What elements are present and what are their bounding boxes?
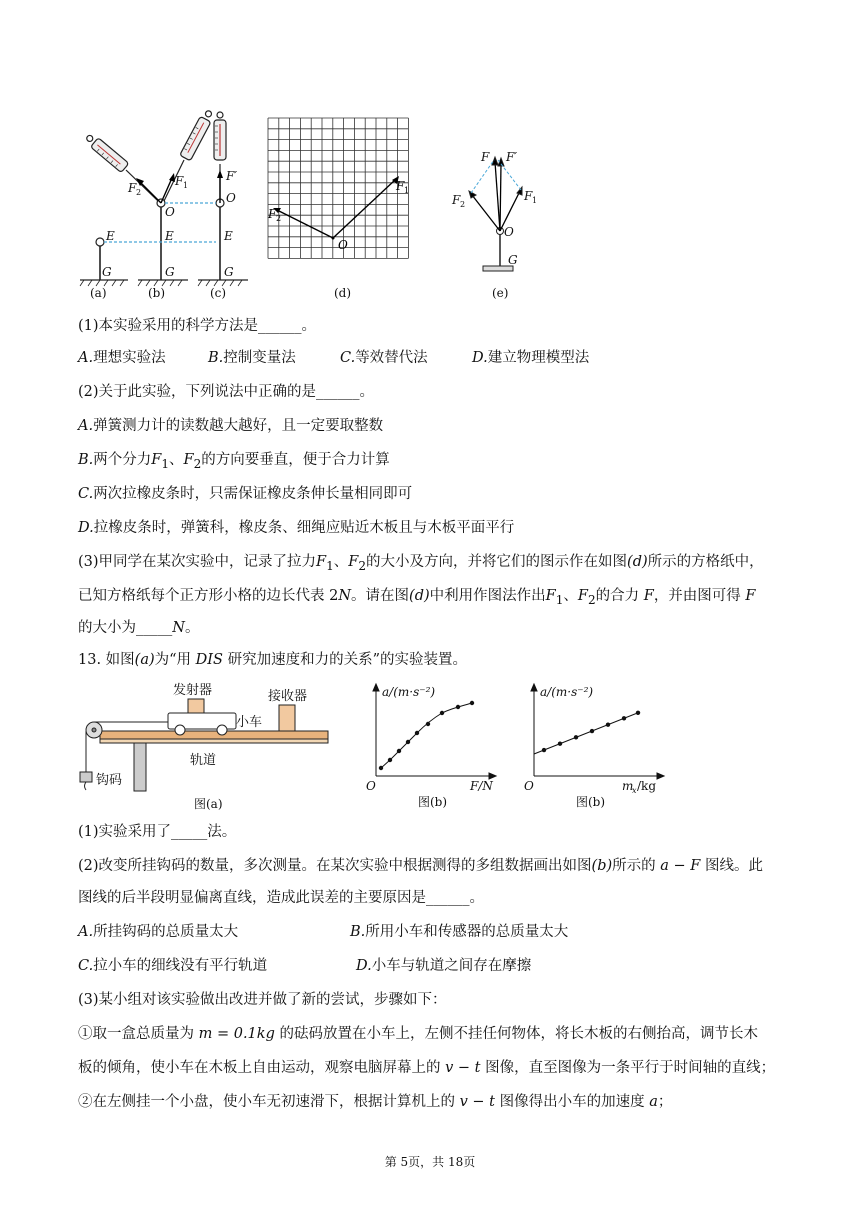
- data-point: [456, 705, 460, 709]
- label-f1-b: F: [175, 174, 184, 188]
- caption-b: (b): [148, 286, 166, 300]
- q12-part2-option-c: C.两次拉橡皮条时，只需保证橡皮条伸长量相同即可: [78, 486, 413, 502]
- label-g-c: G: [224, 265, 234, 279]
- data-point: [574, 735, 578, 739]
- data-point: [379, 766, 383, 770]
- ylabel-c: a/(m·s⁻²): [540, 685, 594, 699]
- option-d: D.建立物理模型法: [472, 350, 590, 366]
- label-o-c: O: [226, 191, 236, 205]
- label-e-b: E: [165, 229, 174, 243]
- q13-part2-line2: 图线的后半段明显偏离直线，造成此误差的主要原因是______。: [78, 890, 484, 906]
- label-f-e: F: [481, 150, 490, 164]
- q13-part3: (3)某小组对该实验做出改进并做了新的尝试，步骤如下：: [78, 992, 447, 1008]
- q12-part3-line3: 的大小为_____N。: [78, 620, 200, 636]
- caption-d: (d): [334, 286, 352, 300]
- caption-fig-c: 图(b): [576, 795, 606, 809]
- data-point: [542, 748, 546, 752]
- origin-b: O: [366, 779, 376, 793]
- page-footer: 第 5页，共 18页: [384, 1155, 476, 1169]
- data-point: [622, 716, 626, 720]
- a-m-data-points: [542, 711, 640, 753]
- caption-c: (c): [210, 286, 227, 300]
- xlabel-c: m: [622, 779, 634, 793]
- label-f1-sub-e: 1: [532, 196, 538, 205]
- q12-part2: (2)关于此实验，下列说法中正确的是______。: [78, 384, 375, 400]
- data-point: [558, 741, 562, 745]
- label-f2-sub-b: 2: [136, 188, 142, 197]
- q13-step1-line2: 板的倾角，使小车在木板上自由运动，观察电脑屏幕上的 v − t 图像，直至图像为一条平行于时间轴的直线；: [78, 1060, 776, 1076]
- emitter-label: 发射器: [173, 683, 213, 698]
- caption-a: (a): [90, 286, 107, 300]
- caption-fig-a: 图(a): [194, 797, 223, 811]
- ylabel-b: a/(m·s⁻²): [382, 685, 436, 699]
- data-point: [636, 711, 640, 715]
- car-label: 小车: [236, 715, 263, 730]
- weight-label: 钩码: [96, 773, 123, 788]
- data-point: [397, 749, 401, 753]
- data-point: [590, 729, 594, 733]
- a-m-graph: [520, 682, 670, 814]
- apparatus-b: [84, 108, 216, 286]
- q13-option-c: C.拉小车的细线没有平行轨道: [78, 958, 268, 974]
- q12-part2-option-a: A.弹簧测力计的读数越大越好，且一定要取整数: [78, 418, 384, 434]
- label-e-c: E: [224, 229, 233, 243]
- caption-fig-b: 图(b): [418, 795, 448, 809]
- q13-option-a: A.所挂钩码的总质量太大: [78, 924, 239, 940]
- data-point: [415, 731, 419, 735]
- xlabel-sub-c: x: [632, 786, 637, 795]
- q13-part2-line1: (2)改变所挂钩码的数量，多次测量。在某次实验中根据测得的多组数据画出如图(b)所示的 a − F 图线。此: [78, 858, 763, 874]
- q12-part3-line2: 已知方格纸每个正方形小格的边长代表 2N。请在图(d)中利用作图法作出$F_1$、$F_2$的合力 F，并由图可得 F: [78, 588, 756, 607]
- q12-part1: (1)本实验采用的科学方法是______。: [78, 318, 317, 334]
- label-g-e: G: [508, 253, 518, 267]
- q13-option-d: D.小车与轨道之间存在摩擦: [356, 958, 532, 974]
- xlabel-unit-c: /kg: [637, 779, 656, 793]
- label-fprime-c: F′: [226, 169, 238, 183]
- track-label: 轨道: [190, 753, 217, 768]
- option-a: A.理想实验法: [78, 350, 166, 366]
- label-o-e: O: [504, 225, 514, 239]
- label-f1-e: F: [524, 189, 533, 203]
- data-point: [606, 722, 610, 726]
- label-f1-sub-b: 1: [183, 181, 189, 190]
- dis-apparatus-figure: [76, 676, 336, 816]
- label-f2-sub-e: 2: [460, 200, 466, 209]
- caption-e: (e): [492, 286, 509, 300]
- grid-d: [267, 118, 409, 258]
- data-point: [470, 701, 474, 705]
- q12-part2-option-b: B.两个分力$F_1$、$F_2$的方向要垂直，便于合力计算: [78, 452, 390, 471]
- q12-part3-line1: (3)甲同学在某次实验中，记录了拉力$F_1$、$F_2$的大小及方向，并将它们的图示作在如图(d)所示的方格纸中，: [78, 554, 764, 573]
- label-o-d: O: [338, 238, 348, 252]
- q13-part1: (1)实验采用了_____法。: [78, 824, 237, 840]
- label-f1-d: F: [396, 179, 405, 193]
- q12-part2-option-d: D.拉橡皮条时，弹簧科，橡皮条、细绳应贴近木板且与木板平面平行: [78, 520, 515, 536]
- option-c: C.等效替代法: [340, 350, 428, 366]
- label-f2-sub-d: 2: [276, 214, 282, 223]
- a-f-graph: [362, 682, 502, 814]
- label-f2-e: F: [452, 193, 461, 207]
- label-g-a: G: [102, 265, 112, 279]
- q13-stem: 13. 如图(a)为“用 DIS 研究加速度和力的关系”的实验装置。: [78, 652, 467, 668]
- label-g-b: G: [165, 265, 175, 279]
- force-composition-figure: [78, 100, 548, 305]
- label-f1-sub-d: 1: [404, 186, 410, 195]
- label-f2-b: F: [128, 181, 137, 195]
- data-point: [426, 722, 430, 726]
- a-f-data-points: [379, 701, 474, 770]
- q13-option-b: B.所用小车和传感器的总质量太大: [350, 924, 569, 940]
- q13-step2: ②在左侧挂一个小盘，使小车无初速滑下，根据计算机上的 v − t 图像得出小车的加速度 a；: [78, 1094, 673, 1110]
- data-point: [388, 758, 392, 762]
- label-o-b: O: [165, 205, 175, 219]
- receiver-label: 接收器: [268, 689, 308, 704]
- label-e-a: E: [106, 229, 115, 243]
- data-point: [440, 711, 444, 715]
- label-f2-d: F: [268, 207, 277, 221]
- xlabel-b: F/N: [470, 779, 493, 793]
- label-fprime-e: F′: [506, 150, 518, 164]
- origin-c: O: [524, 779, 534, 793]
- data-point: [406, 740, 410, 744]
- option-b: B.控制变量法: [208, 350, 296, 366]
- apparatus-c: [198, 112, 248, 286]
- q13-step1-line1: ①取一盒总质量为 m = 0.1kg 的砝码放置在小车上，左侧不挂任何物体，将长木板的右侧抬高，调节长木: [78, 1026, 758, 1042]
